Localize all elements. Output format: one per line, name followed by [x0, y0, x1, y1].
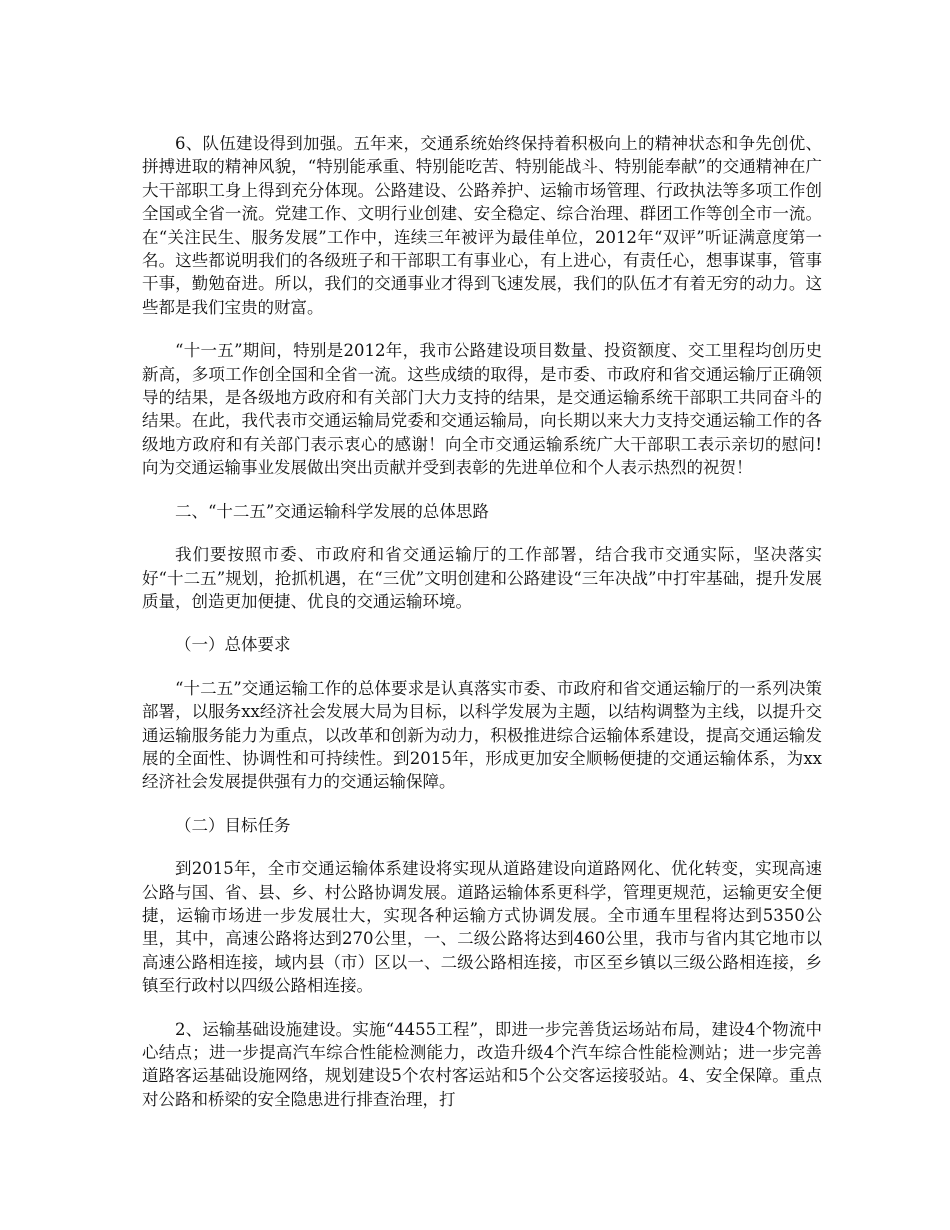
document-body — [142, 132, 822, 1131]
paragraph-target-tasks: 到2015年，全市交通运输体系建设将实现从道路建设向道路网化、优化转变，实现高速公路与国、省、县、乡、村公路协调发展。道路运输体系更科学，管理更规范，运输更安全便捷，运输市场进一步发展壮大，实现各种运输方式协调发展。全市通车里程将达到5350公里，其中，高速公路将达到270公里，一、二级公路将达到460公里，我市与省内其它地市以高速公路相连接，域内县（市）区以一、二级公路相连接，市区至乡镇以三级公路相连接，乡镇至行政村以四级公路相连接。 — [142, 859, 822, 996]
subheading-overall-requirements: （一）总体要求 — [175, 635, 291, 655]
paragraph-eleventh-five-year-achievements: “十一五”期间，特别是2012年，我市公路建设项目数量、投资额度、交工里程均创历史新高，多项工作创全国和全省一流。这些成绩的取得，是市委、市政府和省交通运输厅正确领导的结果，是各级地方政府和有关部门大力支持的结果，是交通运输系统干部职工共同奋斗的结果。在此，我代表市交通运输局党委和交通运输局，向长期以来大力支持交通运输工作的各级地方政府和有关部门表示衷心的感谢！向全市交通运输系统广大干部职工表示亲切的慰问!向为交通运输事业发展做出突出贡献并受到表彰的先进单位和个人表示热烈的祝贺！ — [142, 341, 822, 478]
subheading-target-tasks: （二）目标任务 — [175, 815, 291, 835]
paragraph-infrastructure: 2、运输基础设施建设。实施“4455工程”，即进一步完善货运场站布局，建设4个物流中心结点；进一步提高汽车综合性能检测能力，改造升级4个汽车综合性能检测站；进一步完善道路客运基础设施网络，规划建设5个农村客运站和5个公交客运接驳站。4、安全保障。重点对公路和桥梁的安全隐患进行排查治理，打 — [142, 1019, 822, 1109]
section-heading-overall-approach: 二、“十二五”交通运输科学发展的总体思路 — [175, 501, 489, 521]
paragraph-work-deployment: 我们要按照市委、市政府和省交通运输厅的工作部署，结合我市交通实际，坚决落实好“十二五”规划，抢抓机遇，在“三优”文明创建和公路建设“三年决战”中打牢基础，提升发展质量，创造更加便捷、优良的交通运输环境。 — [142, 545, 822, 611]
paragraph-overall-requirements: “十二五”交通运输工作的总体要求是认真落实市委、市政府和省交通运输厅的一系列决策部署，以服务xx经济社会发展大局为目标，以科学发展为主题，以结构调整为主线，以提升交通运输服务能力为重点，以改革和创新为动力，积极推进综合运输体系建设，提高交通运输发展的全面性、协调性和可持续性。到2015年，形成更加安全顺畅便捷的交通运输体系，为xx经济社会发展提供强有力的交通运输保障。 — [142, 678, 822, 792]
paragraph-team-building: 6、队伍建设得到加强。五年来，交通系统始终保持着积极向上的精神状态和争先创优、拼搏进取的精神风貌，“特别能承重、特别能吃苦、特别能战斗、特别能奉献”的交通精神在广大干部职工身上得到充分体现。公路建设、公路养护、运输市场管理、行政执法等多项工作创全国或全省一流。党建工作、文明行业创建、安全稳定、综合治理、群团工作等创全市一流。在“关注民生、服务发展”工作中，连续三年被评为最佳单位，2012年“双评”听证满意度第一名。这些都说明我们的各级班子和干部职工有事业心，有上进心，有责任心，想事谋事，管事干事，勤勉奋进。所以，我们的交通事业才得到飞速发展，我们的队伍才有着无穷的动力。这些都是我们宝贵的财富。 — [142, 134, 822, 317]
